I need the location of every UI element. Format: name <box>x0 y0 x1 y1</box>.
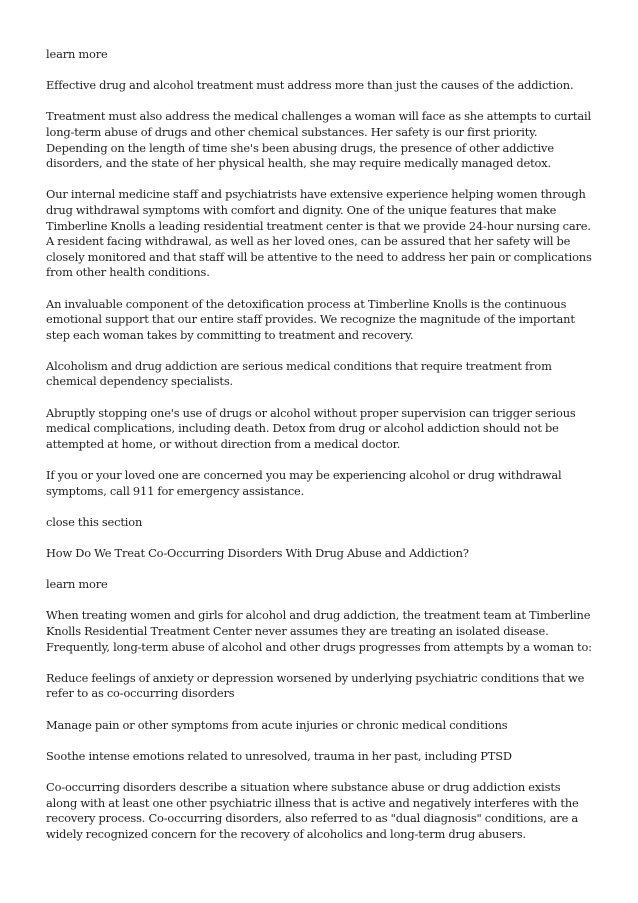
intro-paragraph: Effective drug and alcohol treatment must address more than just the causes of the addiction. <box>46 78 574 93</box>
co-occurring-definition-paragraph: Co-occurring disorders describe a situation where substance abuse or drug addiction exists along with at least one other psychiatric illness that is active and negatively interferes with the recovery process. Co-occurring disorders, also referred to as "dual diagnosis" conditions, are a widely recognized concern for the recovery of alcoholics and long-term drug abusers. <box>46 779 579 841</box>
medical-conditions-paragraph: Alcoholism and drug addiction are serious medical conditions that require treatment from chemical dependency specialists. <box>46 358 552 389</box>
treatment-paragraph: Treatment must also address the medical challenges a woman will face as she attempts to curtail long-term abuse of drugs and other chemical substances. Her safety is our first priority. Depending on the length of time she's been abusing drugs, the presence of other addictive disorders, and the state of her physical health, she may require medically managed detox. <box>46 109 591 171</box>
list-item: Manage pain or other symptoms from acute injuries or chronic medical conditions <box>46 717 508 732</box>
learn-more-link[interactable]: learn more <box>46 577 108 592</box>
emotional-support-paragraph: An invaluable component of the detoxification process at Timberline Knolls is the continuous emotional support that our entire staff provides. We recognize the magnitude of the important step each woman takes by committing to treatment and recovery. <box>46 296 575 342</box>
learn-more-link[interactable]: learn more <box>46 47 108 61</box>
co-occurring-intro-paragraph: When treating women and girls for alcohol and drug addiction, the treatment team at Timberline Knolls Residential Treatment Center never assumes they are treating an isolated disease. Frequently, long-term abuse of alcohol and other drugs progresses from attempts by a woman to: <box>46 608 592 654</box>
supervision-paragraph: Abruptly stopping one's use of drugs or alcohol without proper supervision can trigger serious medical complications, including death. Detox from drug or alcohol addiction should not be attempted at home, or without direction from a medical doctor. <box>46 405 576 451</box>
list-item: Reduce feelings of anxiety or depression worsened by underlying psychiatric conditions that we refer to as co-occurring disorders <box>46 670 585 701</box>
emergency-paragraph: If you or your loved one are concerned you may be experiencing alcohol or drug withdrawal symptoms, call 911 for emergency assistance. <box>46 468 562 498</box>
document-page <box>46 47 594 858</box>
close-section-link[interactable]: close this section <box>46 514 143 529</box>
list-item: Soothe intense emotions related to unresolved, trauma in her past, including PTSD <box>46 748 512 763</box>
internal-medicine-paragraph: Our internal medicine staff and psychiatrists have extensive experience helping women through drug withdrawal symptoms with comfort and dignity. One of the unique features that make Timberline Knolls a leading residential treatment center is that we provide 24-hour nursing care. A resident facing withdrawal, as well as her loved ones, can be assured that her safety will be closely monitored and that staff will be attentive to the need to address her pain or complications from other health conditions. <box>46 187 592 280</box>
section-heading: How Do We Treat Co-Occurring Disorders With Drug Abuse and Addiction? <box>46 546 469 560</box>
